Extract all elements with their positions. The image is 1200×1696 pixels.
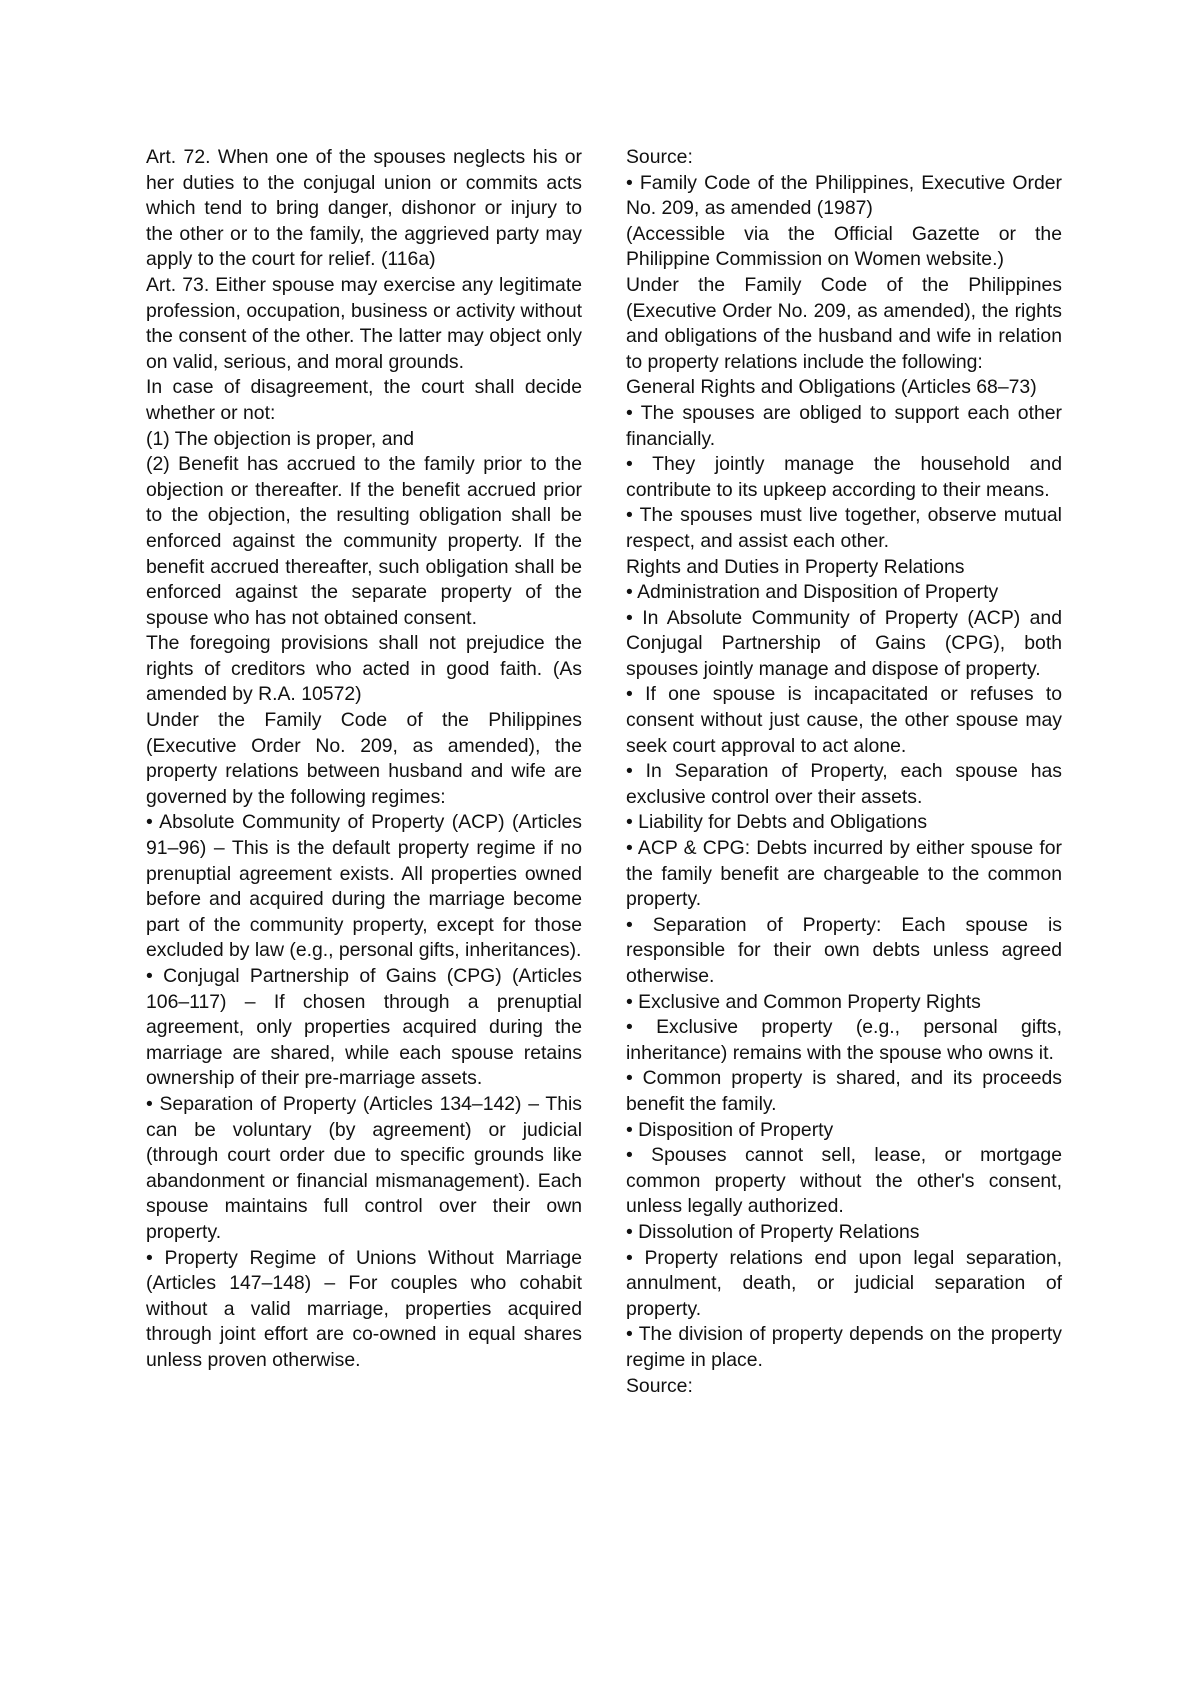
exclusive-property-bullet: • Exclusive property (e.g., personal gifts, inheritance) remains with the spouse who owns it. <box>626 1016 1062 1064</box>
creditors-paragraph: The foregoing provisions shall not prejudice the rights of creditors who acted in good faith. (As amended by R.A. 10572) <box>146 632 582 706</box>
unions-without-marriage-bullet: • Property Regime of Unions Without Marriage (Articles 147–148) – For couples who cohabit without a valid marriage, properties acquired through joint effort are co-owned in equal shares unless proven otherwise. <box>146 1246 582 1371</box>
disagreement-paragraph: In case of disagreement, the court shall decide whether or not: <box>146 376 582 424</box>
no-sell-bullet: • Spouses cannot sell, lease, or mortgage common property without the other's consent, unless legally authorized. <box>626 1144 1062 1218</box>
disposition-bullet: • Disposition of Property <box>626 1118 834 1141</box>
property-relations-heading: Rights and Duties in Property Relations <box>626 555 965 578</box>
source-label: Source: <box>626 146 693 168</box>
rights-obligations-intro: Under the Family Code of the Philippines (Executive Order No. 209, as amended), the rights and obligations of the husband and wife in relation to property relations include the following: <box>626 273 1062 373</box>
separation-bullet: • Separation of Property (Articles 134–142) – This can be voluntary (by agreement) or judicial (through court order due to specific grounds like abandonment or financial mismanagement). Each spouse maintains full control over their own property. <box>146 1092 582 1243</box>
relations-end-bullet: • Property relations end upon legal separation, annulment, death, or judicial separation of property. <box>626 1246 1062 1320</box>
article-73-paragraph: Art. 73. Either spouse may exercise any legitimate profession, occupation, business or activity without the consent of the other. The latter may object only on valid, serious, and moral grounds. <box>146 273 582 373</box>
condition-1-paragraph: (1) The objection is proper, and <box>146 427 415 450</box>
acp-cpg-debts-bullet: • ACP & CPG: Debts incurred by either spouse for the family benefit are chargeable to the common property. <box>626 837 1062 911</box>
source-label-bottom: Source: <box>626 1374 693 1397</box>
general-rights-heading: General Rights and Obligations (Articles 68–73) <box>626 376 1037 399</box>
separation-control-bullet: • In Separation of Property, each spouse has exclusive control over their assets. <box>626 760 1062 808</box>
common-property-bullet: • Common property is shared, and its proceeds benefit the family. <box>626 1067 1062 1115</box>
household-bullet: • They jointly manage the household and contribute to its upkeep according to their means. <box>626 453 1062 501</box>
article-72-paragraph: Art. 72. When one of the spouses neglects his or her duties to the conjugal union or commits acts which tend to bring danger, dishonor or injury to the other or to the family, the aggrieved party may apply to the court for relief. (116a) <box>146 146 582 271</box>
separation-debts-bullet: • Separation of Property: Each spouse is responsible for their own debts unless agreed otherwise. <box>626 913 1062 987</box>
dissolution-bullet: • Dissolution of Property Relations <box>626 1220 920 1243</box>
acp-bullet: • Absolute Community of Property (ACP) (Articles 91–96) – This is the default property regime if no prenuptial agreement exists. All properties owned before and acquired during the marriage become part of the community property, except for those excluded by law (e.g., personal gifts, inheritances). <box>146 811 582 962</box>
exclusive-common-heading-bullet: • Exclusive and Common Property Rights <box>626 990 981 1013</box>
condition-2-paragraph: (2) Benefit has accrued to the family prior to the objection or thereafter. If the benefit accrued prior to the objection, the resulting obligation shall be enforced against the community property. If the benefit accrued thereafter, such obligation shall be enforced against the separate property of the spouse who has not obtained consent. <box>146 453 582 629</box>
live-together-bullet: • The spouses must live together, observe mutual respect, and assist each other. <box>626 504 1062 552</box>
property-regimes-intro: Under the Family Code of the Philippines (Executive Order No. 209, as amended), the property relations between husband and wife are governed by the following regimes: <box>146 709 582 808</box>
right-column <box>626 145 1062 1399</box>
support-bullet: • The spouses are obliged to support each other financially. <box>626 401 1062 450</box>
source-access-note: (Accessible via the Official Gazette or the Philippine Commission on Women website.) <box>626 222 1062 271</box>
incapacitated-bullet: • If one spouse is incapacitated or refuses to consent without just cause, the other spouse may seek court approval to act alone. <box>626 683 1062 757</box>
division-bullet: • The division of property depends on the property regime in place. <box>626 1323 1062 1371</box>
liability-bullet: • Liability for Debts and Obligations <box>626 811 928 834</box>
left-column <box>146 145 582 1374</box>
source-family-code-bullet: • Family Code of the Philippines, Executive Order No. 209, as amended (1987) <box>626 171 1062 220</box>
acp-cpg-manage-bullet: • In Absolute Community of Property (ACP) and Conjugal Partnership of Gains (CPG), both spouses jointly manage and dispose of property. <box>626 606 1062 680</box>
cpg-bullet: • Conjugal Partnership of Gains (CPG) (Articles 106–117) – If chosen through a prenuptial agreement, only properties acquired during the marriage are shared, while each spouse retains ownership of their pre-marriage assets. <box>146 965 582 1090</box>
administration-bullet: • Administration and Disposition of Property <box>626 581 999 604</box>
